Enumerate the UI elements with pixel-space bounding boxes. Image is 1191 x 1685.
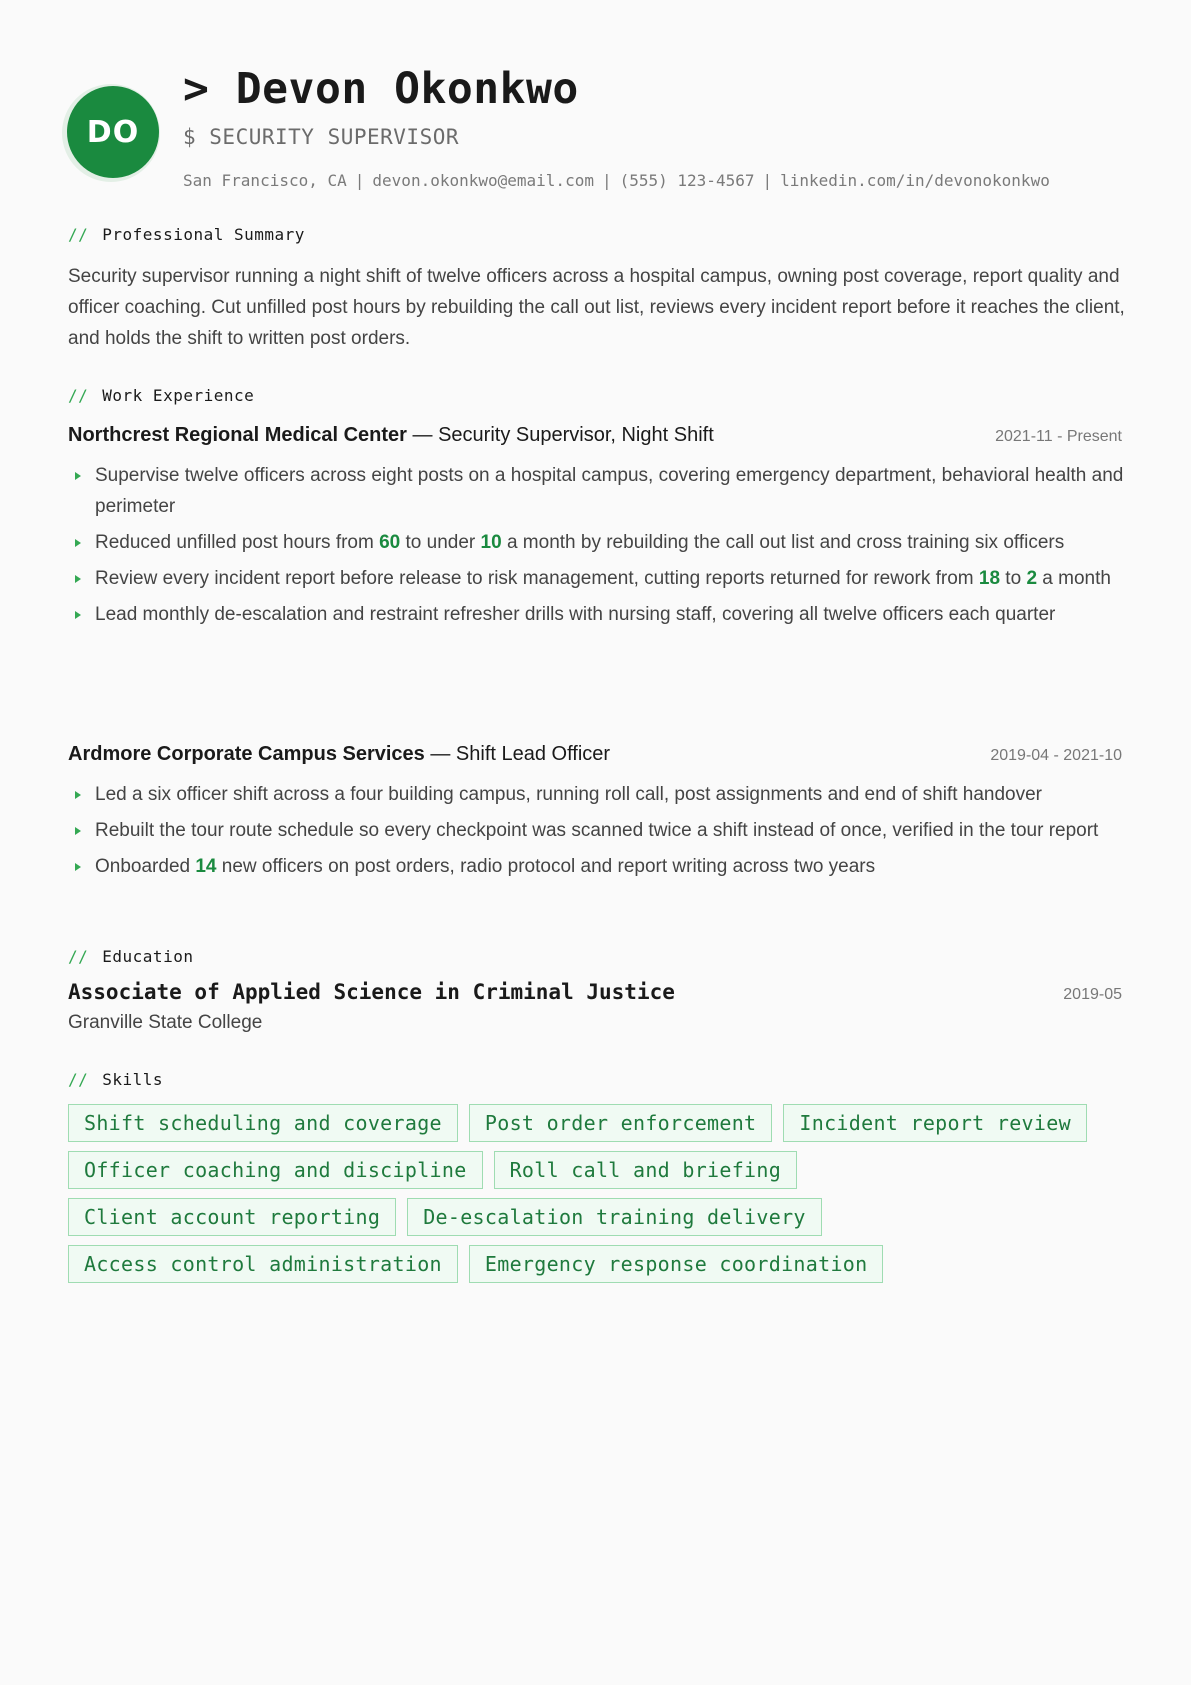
education-date: 2019-05	[1063, 986, 1122, 1003]
bullet-text: Onboarded	[95, 856, 196, 877]
job-header	[68, 424, 1122, 447]
section-title: Education	[102, 947, 194, 966]
section-title: Professional Summary	[102, 225, 305, 244]
skill-row	[68, 1104, 1138, 1142]
skills-list	[68, 1104, 1138, 1292]
bullet-item	[68, 460, 1128, 522]
contact-separator: |	[762, 171, 773, 190]
contact-line	[183, 171, 1050, 190]
bullet-item	[68, 779, 1128, 810]
skill-chip: Roll call and briefing	[494, 1151, 798, 1189]
education-school: Granville State College	[68, 1012, 263, 1033]
skill-row	[68, 1151, 1138, 1189]
bullet-text: to under	[400, 532, 481, 553]
job-title	[68, 743, 610, 766]
bullet-text: to	[1000, 568, 1027, 589]
bullet-text: Lead monthly de-escalation and restraint refresher drills with nursing staff, covering all twelve officers each quarter	[95, 604, 1056, 625]
bullet-text: Rebuilt the tour route schedule so every checkpoint was scanned twice a shift instead of once, verified in the tour report	[95, 820, 1099, 841]
contact-phone[interactable]: (555) 123-4567	[619, 171, 755, 190]
bullet-text: new officers on post orders, radio protocol and report writing across two years	[216, 856, 876, 877]
skill-chip: Incident report review	[783, 1104, 1087, 1142]
contact-location: San Francisco, CA	[183, 171, 347, 190]
contact-separator: |	[354, 171, 365, 190]
bullet-text: Led a six officer shift across a four building campus, running roll call, post assignments and end of shift handover	[95, 784, 1043, 805]
skill-chip: Officer coaching and discipline	[68, 1151, 483, 1189]
skill-row	[68, 1198, 1138, 1236]
skill-chip: De-escalation training delivery	[407, 1198, 822, 1236]
contact-email[interactable]: devon.okonkwo@email.com	[372, 171, 594, 190]
skill-chip: Client account reporting	[68, 1198, 396, 1236]
bullet-item	[68, 527, 1128, 558]
metric-value: 14	[195, 856, 217, 877]
section-slash: //	[68, 386, 89, 405]
contact-linkedin[interactable]: linkedin.com/in/devonokonkwo	[780, 171, 1050, 190]
metric-value: 60	[379, 532, 401, 553]
job-header	[68, 743, 1122, 766]
section-title: Skills	[102, 1070, 164, 1089]
section-slash: //	[68, 947, 89, 966]
job-role: $ SECURITY SUPERVISOR	[183, 125, 460, 149]
section-header-education	[68, 947, 193, 966]
bullet-item	[68, 599, 1128, 630]
job-bullets	[68, 460, 1128, 635]
skill-chip: Shift scheduling and coverage	[68, 1104, 458, 1142]
skill-chip: Post order enforcement	[469, 1104, 773, 1142]
bullet-text: Review every incident report before release to risk management, cutting reports returned for rework from	[95, 568, 979, 589]
job-position: — Security Supervisor, Night Shift	[406, 424, 714, 446]
job-dates: 2019-04 - 2021-10	[990, 747, 1122, 764]
job-bullets	[68, 779, 1128, 887]
job-dates: 2021-11 - Present	[995, 428, 1122, 445]
page-title: > Devon Okonkwo	[183, 64, 579, 114]
bullet-text: a month by rebuilding the call out list and cross training six officers	[501, 532, 1065, 553]
contact-separator: |	[601, 171, 612, 190]
job-company: Northcrest Regional Medical Center	[68, 424, 407, 446]
metric-value: 10	[480, 532, 502, 553]
job-title	[68, 424, 714, 447]
job-company: Ardmore Corporate Campus Services	[68, 743, 425, 765]
bullet-item	[68, 851, 1128, 882]
section-header-experience	[68, 386, 254, 405]
metric-value: 18	[978, 568, 1001, 589]
skill-chip: Emergency response coordination	[469, 1245, 884, 1283]
section-slash: //	[68, 225, 89, 244]
bullet-text: Supervise twelve officers across eight posts on a hospital campus, covering emergency department, behavioral health and perimeter	[95, 465, 1124, 517]
metric-value: 2	[1026, 568, 1038, 589]
skill-row	[68, 1245, 1138, 1283]
education-header	[68, 980, 1122, 1004]
section-slash: //	[68, 1070, 89, 1089]
bullet-item	[68, 815, 1128, 846]
bullet-text: Reduced unfilled post hours from	[95, 532, 380, 553]
section-title: Work Experience	[102, 386, 255, 405]
education-degree: Associate of Applied Science in Criminal Justice	[68, 980, 675, 1004]
avatar: DO	[67, 86, 159, 178]
skill-chip: Access control administration	[68, 1245, 458, 1283]
bullet-item	[68, 563, 1128, 594]
job-position: — Shift Lead Officer	[424, 743, 611, 765]
bullet-text: a month	[1037, 568, 1111, 589]
section-header-summary	[68, 225, 305, 244]
section-header-skills	[68, 1070, 163, 1089]
summary-text: Security supervisor running a night shift of twelve officers across a hospital campus, owning post coverage, report quality and officer coaching. Cut unfilled post hours by rebuilding the call out list, reviews every incident report before it reaches the client, and holds the shift to written post orders.	[68, 266, 1125, 349]
